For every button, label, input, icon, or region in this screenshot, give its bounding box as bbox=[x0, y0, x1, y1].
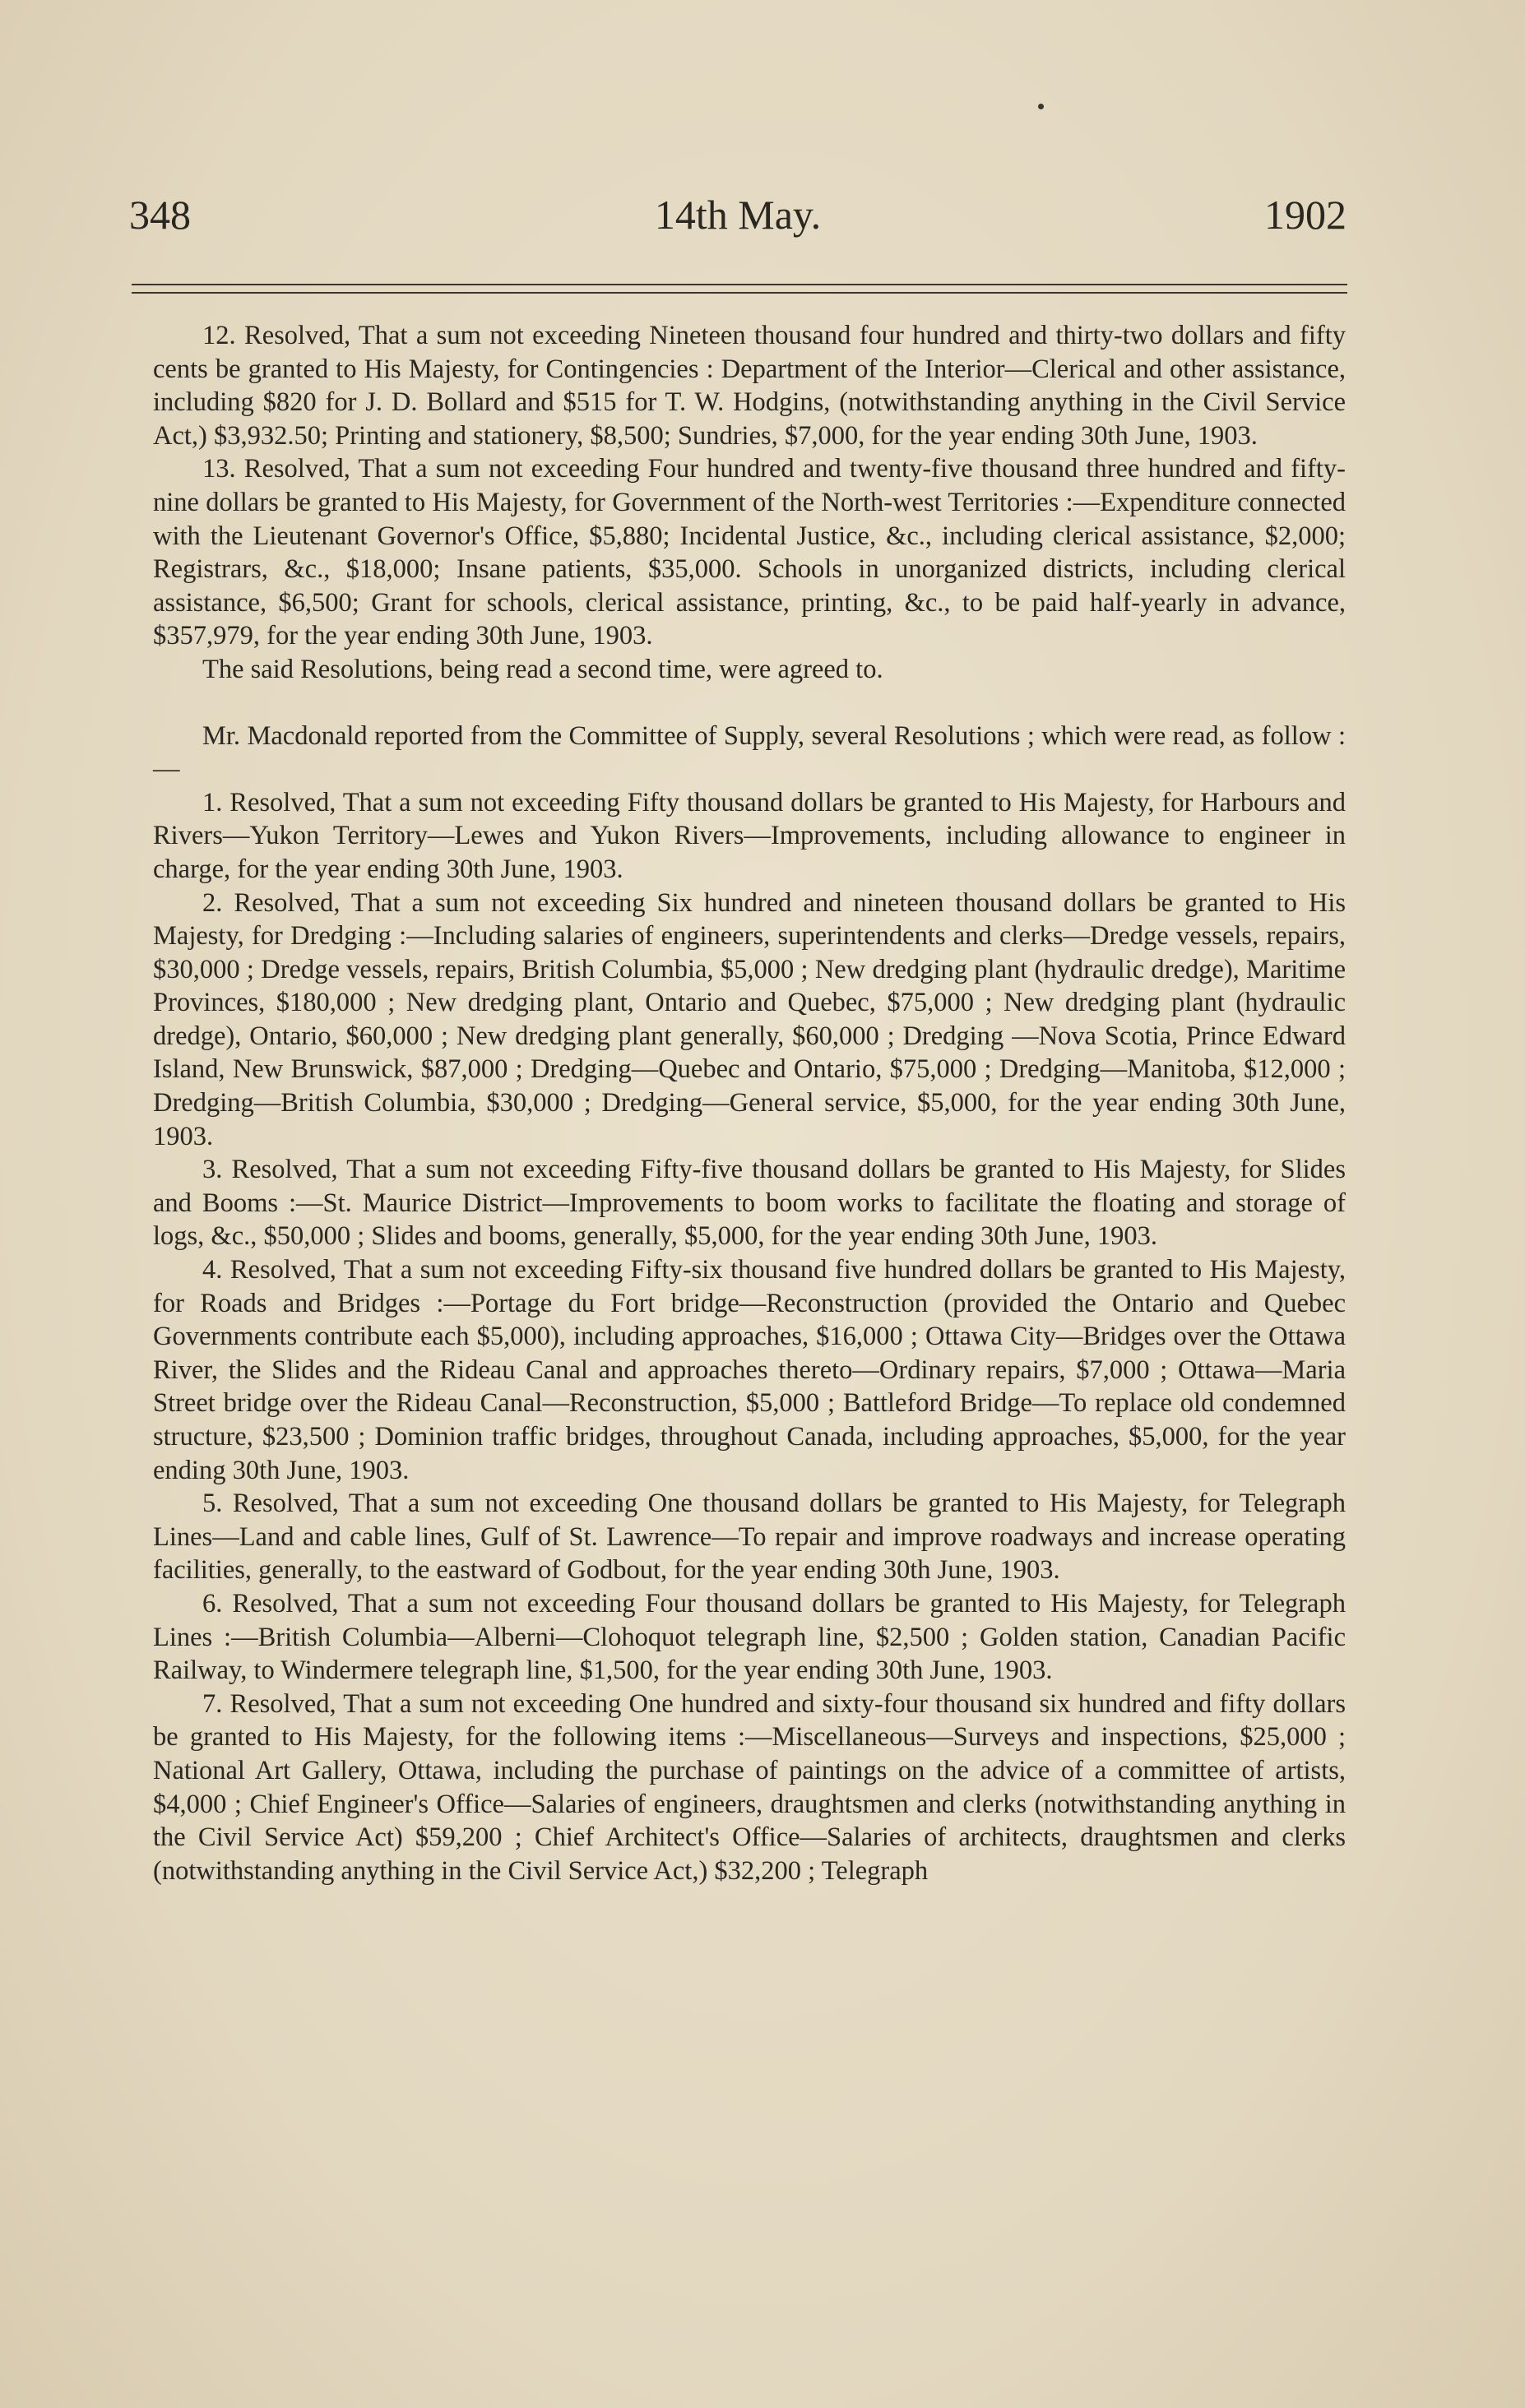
resolution-1: 1. Resolved, That a sum not exceeding Fifty thousand dollars be granted to His Majesty, for Harbours and Rivers—Yukon Territory—Lewes and Yukon Rivers—Improvements, including allowance to engineer in charge, for the year ending 30th June, 1903. bbox=[153, 787, 1346, 884]
ink-dot bbox=[1038, 104, 1044, 109]
body-text bbox=[153, 319, 1346, 1887]
resolution-13: 13. Resolved, That a sum not exceeding Four hundred and twenty-five thousand three hundred and fifty-nine dollars be granted to His Majesty, for Government of the North-west Territories :—Expenditure connected with the Lieutenant Governor's Office, $5,880; Incidental Justice, &c., including clerical assistance, $2,000; Registrars, &c., $18,000; Insane patients, $35,000. Schools in unorganized districts, including clerical assistance, $6,500; Grant for schools, clerical assistance, printing, &c., to be paid half-yearly in advance, $357,979, for the year ending 30th June, 1903. bbox=[153, 454, 1346, 651]
resolution-7: 7. Resolved, That a sum not exceeding One hundred and sixty-four thousand six hundred and fifty dollars be granted to His Majesty, for the following items :—Miscellaneous—Surveys and inspections, $25,000 ; National Art Gallery, Ottawa, including the purchase of paintings on the advice of a committee of artists, $4,000 ; Chief Engineer's Office—Salaries of engineers, draughtsmen and clerks (notwithstanding anything in the Civil Service Act) $59,200 ; Chief Architect's Office—Salaries of architects, draughtsmen and clerks (notwithstanding anything in the Civil Service Act,) $32,200 ; Telegraph bbox=[153, 1688, 1346, 1886]
resolution-6: 6. Resolved, That a sum not exceeding Four thousand dollars be granted to His Majesty, for Telegraph Lines :—British Columbia—Alberni—Clohoquot telegraph line, $2,500 ; Golden station, Canadian Pacific Railway, to Windermere telegraph line, $1,500, for the year ending 30th June, 1903. bbox=[153, 1588, 1346, 1686]
header-rule-top bbox=[132, 284, 1347, 285]
resolution-5: 5. Resolved, That a sum not exceeding One thousand dollars be granted to His Majesty, for Telegraph Lines—Land and cable lines, Gulf of St. Lawrence—To repair and improve roadways and increase operating facilities, generally, to the eastward of Godbout, for the year ending 30th June, 1903. bbox=[153, 1489, 1346, 1586]
resolution-2: 2. Resolved, That a sum not exceeding Six hundred and nineteen thousand dollars be granted to His Majesty, for Dredging :—Including salaries of engineers, superintendents and clerks—Dredge vessels, repairs, $30,000 ; Dredge vessels, repairs, British Columbia, $5,000 ; New dredging plant (hydraulic dredge), Maritime Provinces, $180,000 ; New dredging plant, Ontario and Quebec, $75,000 ; New dredging plant (hydraulic dredge), Ontario, $60,000 ; New dredging plant generally, $60,000 ; Dredging —Nova Scotia, Prince Edward Island, New Brunswick, $87,000 ; Dredging—Quebec and Ontario, $75,000 ; Dredging—Manitoba, $12,000 ; Dredging—British Columbia, $30,000 ; Dredging—General service, $5,000, for the year ending 30th June, 1903. bbox=[153, 887, 1346, 1151]
page-number: 348 bbox=[129, 192, 191, 238]
resolution-4: 4. Resolved, That a sum not exceeding Fifty-six thousand five hundred dollars be granted to His Majesty, for Roads and Bridges :—Portage du Fort bridge—Reconstruction (provided the Ontario and Quebec Governments contribute each $5,000), including approaches, $16,000 ; Ottawa City—Bridges over the Ottawa River, the Slides and the Rideau Canal and approaches thereto—Ordinary repairs, $7,000 ; Ottawa—Maria Street bridge over the Rideau Canal—Reconstruction, $5,000 ; Battleford Bridge—To replace old condemned structure, $23,500 ; Dominion traffic bridges, throughout Canada, including approaches, $5,000, for the year ending 30th June, 1903. bbox=[153, 1255, 1346, 1485]
header-date: 14th May. bbox=[654, 192, 822, 238]
header-year: 1902 bbox=[1264, 192, 1347, 238]
header-rule-bottom bbox=[132, 292, 1347, 294]
committee-report: Mr. Macdonald reported from the Committee of Supply, several Resolutions ; which were read, as follow :— bbox=[153, 720, 1346, 785]
resolution-3: 3. Resolved, That a sum not exceeding Fifty-five thousand dollars be granted to His Majesty, for Slides and Booms :—St. Maurice District—Improvements to boom works to facilitate the floating and storage of logs, &c., $50,000 ; Slides and booms, generally, $5,000, for the year ending 30th June, 1903. bbox=[153, 1155, 1346, 1252]
agreement-statement: The said Resolutions, being read a second time, were agreed to. bbox=[202, 654, 883, 684]
resolution-12: 12. Resolved, That a sum not exceeding Nineteen thousand four hundred and thirty-two dollars and fifty cents be granted to His Majesty, for Contingencies : Department of the Interior—Clerical and other assistance, including $820 for J. D. Bollard and $515 for T. W. Hodgins, (notwithstanding anything in the Civil Service Act,) $3,932.50; Printing and stationery, $8,500; Sundries, $7,000, for the year ending 30th June, 1903. bbox=[153, 321, 1346, 451]
page-header bbox=[129, 191, 1347, 248]
